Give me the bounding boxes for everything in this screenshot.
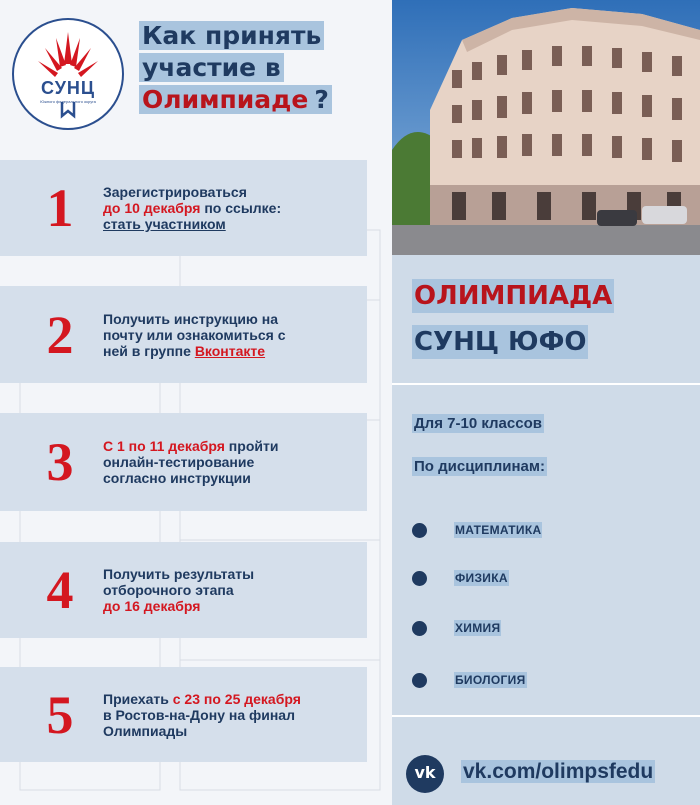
divider [392,715,700,717]
step-text [103,160,359,256]
step-text-part: Получить результаты [103,566,255,582]
headline-line2: участие в [139,53,284,82]
vk-link[interactable] [461,760,655,784]
subject-item [412,520,542,540]
step-text [103,413,359,511]
building-image [392,0,700,255]
step-text-part: ней в группе [103,342,195,359]
olympiad-title-line2: СУНЦ ЮФО [414,327,587,357]
step-4 [0,542,367,638]
olympiad-title-line1: ОЛИМПИАДА [414,281,613,311]
step-date: до 10 декабря [103,200,201,216]
step-text [103,542,359,638]
bullet-icon [412,523,427,538]
step-number: 3 [46,432,74,492]
step-number: 2 [46,304,74,365]
headline-line1: Как принять [139,21,324,50]
classes-label [412,415,544,432]
register-link[interactable]: стать участником [103,216,226,232]
bullet-icon [412,621,427,636]
step-text-part: Зарегистрироваться [103,184,247,200]
step-text-part: Получить инструкцию на [103,310,279,327]
vk-link-text[interactable]: vk.com/olimpsfedu [463,760,654,783]
subject-label: ХИМИЯ [455,621,501,635]
disciplines-label [412,458,547,475]
step-text-part: онлайн-тестирование [103,454,255,470]
step-text-part: по ссылке: [200,200,282,216]
bullet-icon [412,673,427,688]
step-1 [0,160,367,256]
building-photo [392,0,700,255]
subject-item [412,568,509,588]
step-text-part: в Ростов-на-Дону на финал [103,706,295,723]
step-5 [0,667,367,762]
step-text-part: пройти [224,438,279,454]
subject-label: МАТЕМАТИКА [455,523,542,537]
vk-icon-glyph: vk [414,763,436,782]
logo [12,18,124,130]
step-number: 5 [46,684,74,745]
step-number: 4 [46,560,74,620]
subject-label: ФИЗИКА [455,571,508,585]
step-number: 1 [46,178,74,238]
step-3 [0,413,367,511]
bullet-icon [412,571,427,586]
logo-emblem-icon [12,18,124,130]
classes-text: Для 7-10 классов [414,415,542,432]
step-date: с 23 по 25 декабря [172,690,301,707]
subject-item [412,670,527,690]
headline-line3-red: Олимпиаде [139,85,311,114]
step-text [103,286,359,383]
step-text-part: Олимпиады [103,722,188,739]
vk-icon[interactable] [406,755,444,793]
step-date: до 16 декабря [103,598,201,614]
divider [392,383,700,385]
subject-label: БИОЛОГИЯ [455,673,526,687]
logo-text: СУНЦ [40,78,96,98]
step-text-part: согласно инструкции [103,470,251,486]
disciplines-text: По дисциплинам: [414,458,545,475]
step-text-part: Приехать [103,690,173,707]
page-title [139,20,361,116]
step-2 [0,286,367,383]
vkontakte-link[interactable]: Вконтакте [194,342,266,359]
step-text [103,667,359,762]
subject-item [412,618,501,638]
step-text-part: отборочного этапа [103,582,234,598]
step-date: С 1 по 11 декабря [103,438,225,454]
logo-subtitle: Южного федерального округа [40,99,96,104]
step-text-part: почту или ознакомиться с [103,326,286,343]
olympiad-title [412,273,672,365]
headline-question: ? [311,85,332,114]
